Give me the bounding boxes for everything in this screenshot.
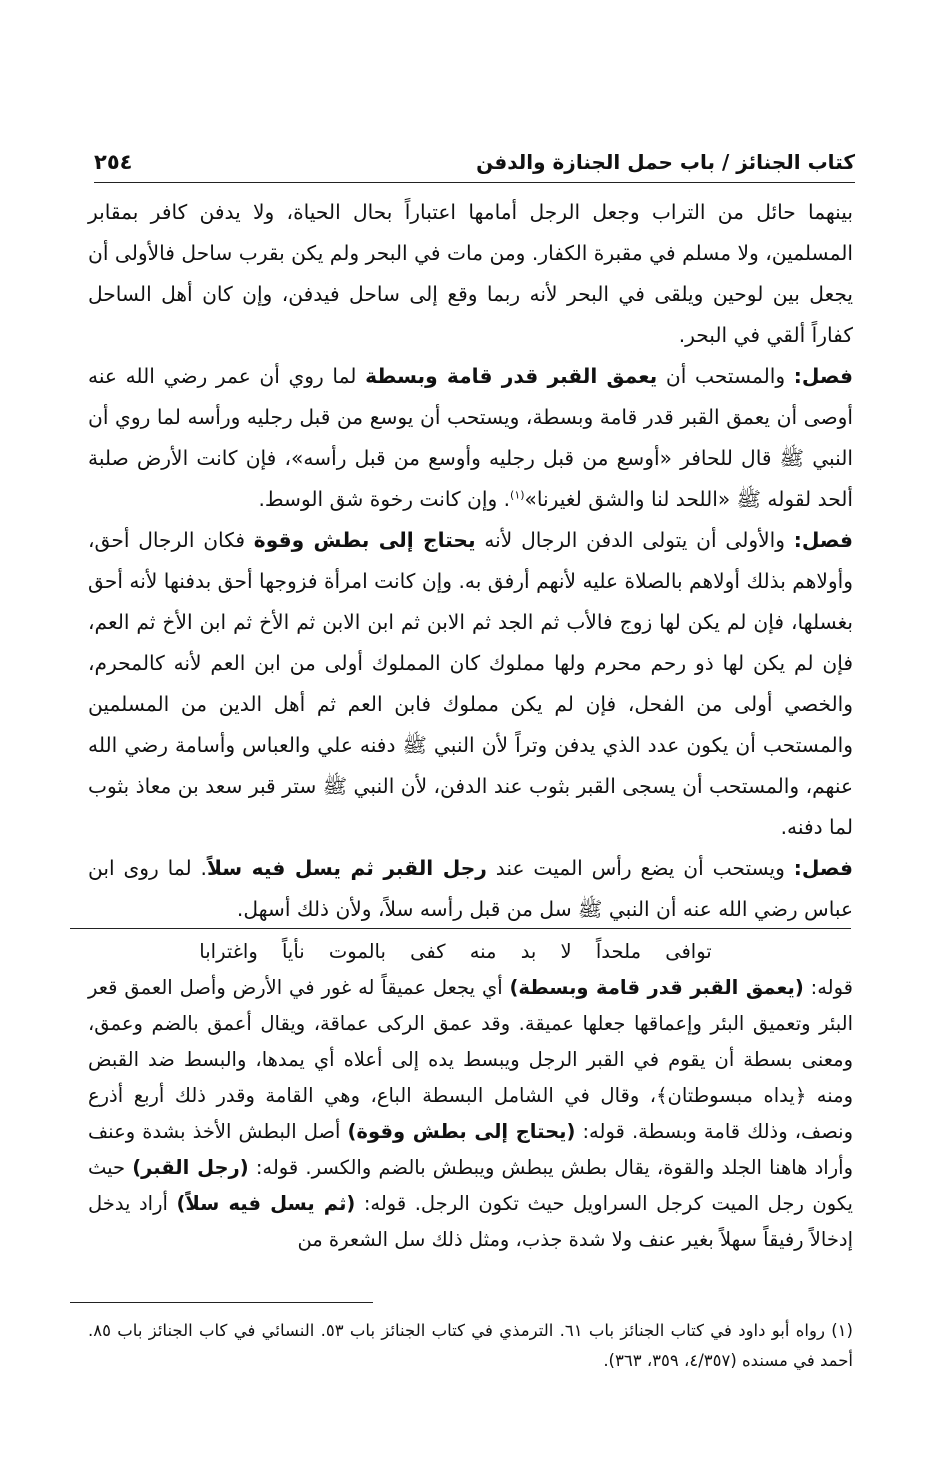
commentary-section [88,934,853,1258]
paragraph-3-text-a: والأولى أن يتولى الدفن الرجال لأنه [475,528,794,552]
footnote-marker[interactable]: (١) [510,488,525,502]
paragraph-3-highlight: يحتاج إلى بطش وقوة [253,528,476,552]
paragraph-1 [88,192,853,356]
paragraph-3 [88,520,853,848]
page-header [94,142,855,183]
paragraph-2 [88,356,853,520]
commentary-quote-2: (يحتاج إلى بطش وقوة) [347,1120,576,1143]
section-label: فصل: [793,528,853,552]
commentary-text-1: قوله: [803,976,853,999]
commentary-text-5: أراد يدخل إدخالاً رفيقاً سهلاً بغير عنف ولا شدة جذب، ومثل ذلك سل الشعرة من [88,1192,853,1251]
paragraph-2-text-b: لما روي أن عمر رضي الله عنه أوصى أن يعمق القبر قدر قامة وبسطة، ويستحب أن يوسع من قبل رجليه ورأسه لما روي أن النبي ﷺ قال للحافر «أوسع من قبل رجليه وأوسع من قبل رأسه»، فإن كانت الأرض صلبة ألحد لقوله ﷺ «اللحد لنا والشق لغيرنا» [88,364,853,511]
running-title: كتاب الجنائز / باب حمل الجنازة والدفن [476,150,855,174]
commentary-text-3: أصل البطش الأخذ بشدة وعنف وأراد هاهنا الجلد والقوة، يقال بطش يبطش ويبطش بالضم والكسر. قوله: [88,1120,853,1179]
commentary-text-2: أي يجعل عميقاً له غور في الأرض وأصل العمق قعر البئر وتعميق البئر وإعماقها جعلها عميقة. وقد عمق الركى عماقة، ويقال أعمق بالضم وعمق، ومعنى بسطة أن يقوم في القبر الرجل ويبسط يده إلى أعلاه أي يمدها، والبسط ضد القبض ومنه ﴿يداه مبسوطتان﴾، وقال في الشامل البسطة الباع، وهي القامة وقدر ذلك أربع أذرع ونصف، وذلك قامة وبسطة. قوله: [88,976,853,1143]
paragraph-2-highlight: يعمق القبر قدر قامة وبسطة [365,364,658,388]
main-text [88,192,853,930]
commentary-quote-1: (يعمق القبر قدر قامة وبسطة) [509,976,804,999]
paragraph-4-highlight: رجل القبر ثم يسل فيه سلاً [206,856,487,880]
poetry-verse: توافى ملحداً لا بد منه كفى بالموت نأياً واغترابا [199,940,712,963]
commentary-divider [70,928,851,929]
paragraph-4 [88,848,853,930]
paragraph-2-text-c: . وإن كانت رخوة شق الوسط. [258,487,511,511]
page-number: ٢٥٤ [94,150,133,174]
footnote-divider [70,1302,373,1303]
footnote [88,1316,853,1376]
commentary-quote-3: (رجل القبر) [132,1156,249,1179]
commentary-quote-4: (ثم يسل فيه سلاً) [176,1192,356,1215]
paragraph-1-text: بينهما حائل من التراب وجعل الرجل أمامها اعتباراً بحال الحياة، ولا يدفن كافر بمقابر المسلمين، ولا مسلم في مقبرة الكفار. ومن مات في البحر ولم يكن بقرب ساحل فالأولى أن يجعل بين لوحين ويلقى في البحر لأنه ربما وقع إلى ساحل فيدفن، وإن كان أهل الساحل كفاراً ألقي في البحر. [88,200,853,347]
paragraph-2-text-a: والمستحب أن [657,364,794,388]
paragraph-4-text-b: . لما روى ابن عباس رضي الله عنه أن النبي ﷺ سل من قبل رأسه سلاً، ولأن ذلك أسهل. [88,856,853,921]
paragraph-4-text-a: ويستحب أن يضع رأس الميت عند [486,856,794,880]
section-label: فصل: [793,856,853,880]
commentary-text-4: حيث يكون رجل الميت كرجل السراويل حيث تكون الرجل. قوله: [88,1156,853,1215]
section-label: فصل: [793,364,853,388]
paragraph-3-text-b: فكان الرجال أحق، وأولاهم بذلك أولاهم بالصلاة عليه لأنهم أرفق به. وإن كانت امرأة فزوجها أحق بدفنها لأنه أحق بغسلها، فإن لم يكن لها زوج فالأب ثم الجد ثم الابن ثم ابن الابن ثم الأخ ثم ابن الأخ ثم العم، فإن لم يكن لها ذو رحم محرم ولها مملوك كان المملوك أولى من ابن العم لأنه كالمحرم، والخصي أولى من الفحل، فإن لم يكن مملوك فابن العم ثم أهل الدين من المسلمين والمستحب أن يكون عدد الذي يدفن وتراً لأن النبي ﷺ دفنه علي والعباس وأسامة رضي الله عنهم، والمستحب أن يسجى القبر بثوب عند الدفن، لأن النبي ﷺ ستر قبر سعد بن معاذ بثوب لما دفنه. [88,528,853,839]
commentary-paragraph [88,970,853,1258]
footnote-text: (١) رواه أبو داود في كتاب الجنائز باب ٦١. الترمذي في كتاب الجنائز باب ٥٣. النسائي في كاب الجنائز باب ٨٥. أحمد في مسنده (٤/٣٥٧، ٣٥٩، ٣٦٣). [88,1321,853,1370]
